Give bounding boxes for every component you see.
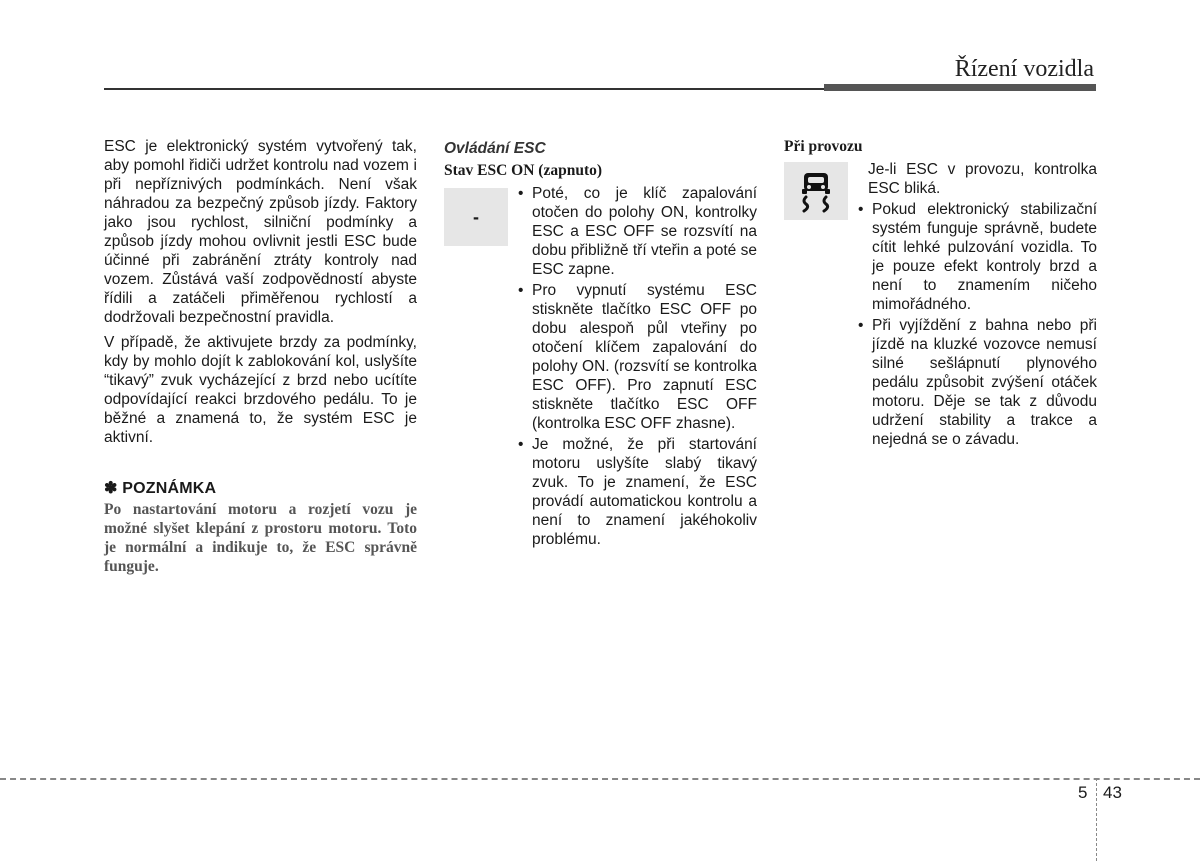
running-header-title: Řízení vozidla [954,56,1094,82]
bullet-dot: • [858,317,864,334]
column-intro [104,137,417,576]
list-item [858,316,1097,449]
section-heading-in-operation: Při provozu [784,138,863,155]
intro-paragraph-1: ESC je elektronický systém vytvořený tak, aby pomohl řidiči udržet kontrolu nad vozem i při nepříznivých podmínkách. Není však náhradou za bezpečný způsob jízdy. Faktory jako jsou rychlost, silniční podmínky a způsob jízdy mohou ovlivnit jestli ESC bude účinné při zabránění ztráty kontroly nad vozem. Zůstává vaší zodpovědností abyste řídili a zatáčeli přiměřenou rychlostí a dodržovali bezpečnostní pravidla. [104,138,417,326]
in-operation-intro: Je-li ESC v provozu, kontrolka ESC bliká. [868,161,1097,197]
image-placeholder: - [444,188,508,246]
list-item [518,435,757,549]
list-item-text: Poté, co je klíč zapalování otočen do polohy ON, kontrolky ESC a ESC OFF se rozsvítí na dobu přibližně tří vteřin a poté se ESC zapne. [532,185,757,278]
esc-skid-car-icon [784,162,848,220]
column-in-operation [784,137,1097,451]
footer-divider [1096,778,1097,861]
bullet-dot: • [518,282,524,299]
note-text: Po nastartování motoru a rozjetí vozu je možné slyšet klepání z prostoru motoru. Toto je normální a indikuje to, že ESC správně funguje. [104,501,417,575]
bullet-dot: • [518,185,524,202]
list-item-text: Při vyjíždění z bahna nebo při jízdě na kluzké vozovce nemusí silné sešlápnutí plynového pedálu způsobit zvýšení otáček motoru. Děje se tak z důvodu udržení stability a trakce a nejedná se o závadu. [872,317,1097,448]
list-item-text: Pokud elektronický stabilizační systém funguje správně, budete cítit lehké pulzování vozidla. To je pouze efekt kontroly brzd a není to znamením ničeho mimořádného. [872,201,1097,313]
intro-paragraph-2: V případě, že aktivujete brzdy za podmínky, kdy by mohlo dojít k zablokování kol, uslyšíte “tikavý” zvuk vycházející z brzd nebo ucítíte odpovídající reakci brzdového pedálu. To je běžné a znamená to, že systém ESC je aktivní. [104,334,417,446]
list-item-text: Pro vypnutí systému ESC stiskněte tlačítko ESC OFF po dobu alespoň půl vteřiny po otočení klíčem zapalování do polohy ON. (rozsvítí se kontrolka ESC OFF). Pro zapnutí ESC stiskněte tlačítko ESC OFF (kontrolka ESC OFF zhasne). [532,282,757,432]
bullet-dot: • [518,436,524,453]
header-accent-bar [824,84,1096,91]
list-item [518,184,757,279]
section-heading-esc-control: Ovládání ESC [444,140,546,157]
bullet-dot: • [858,201,864,218]
subheading-esc-on: Stav ESC ON (zapnuto) [444,162,603,179]
list-item [858,200,1097,314]
footer-dashed-rule [0,778,1200,780]
in-operation-block [784,160,1097,451]
list-item-text: Je možné, že při startování motoru uslyšíte slabý tikavý zvuk. To je znamení, že ESC provádí automatickou kontrolu a není to znamení jakéhokoliv problému. [532,436,757,548]
esc-on-bullet-list [518,184,757,551]
list-item [518,281,757,433]
esc-on-block [444,184,757,551]
column-esc-control [444,137,757,551]
in-operation-text [858,160,1097,451]
chapter-number: 5 [1078,783,1088,802]
page-number: 43 [1103,783,1122,802]
note-heading: ✽ POZNÁMKA [104,480,217,497]
